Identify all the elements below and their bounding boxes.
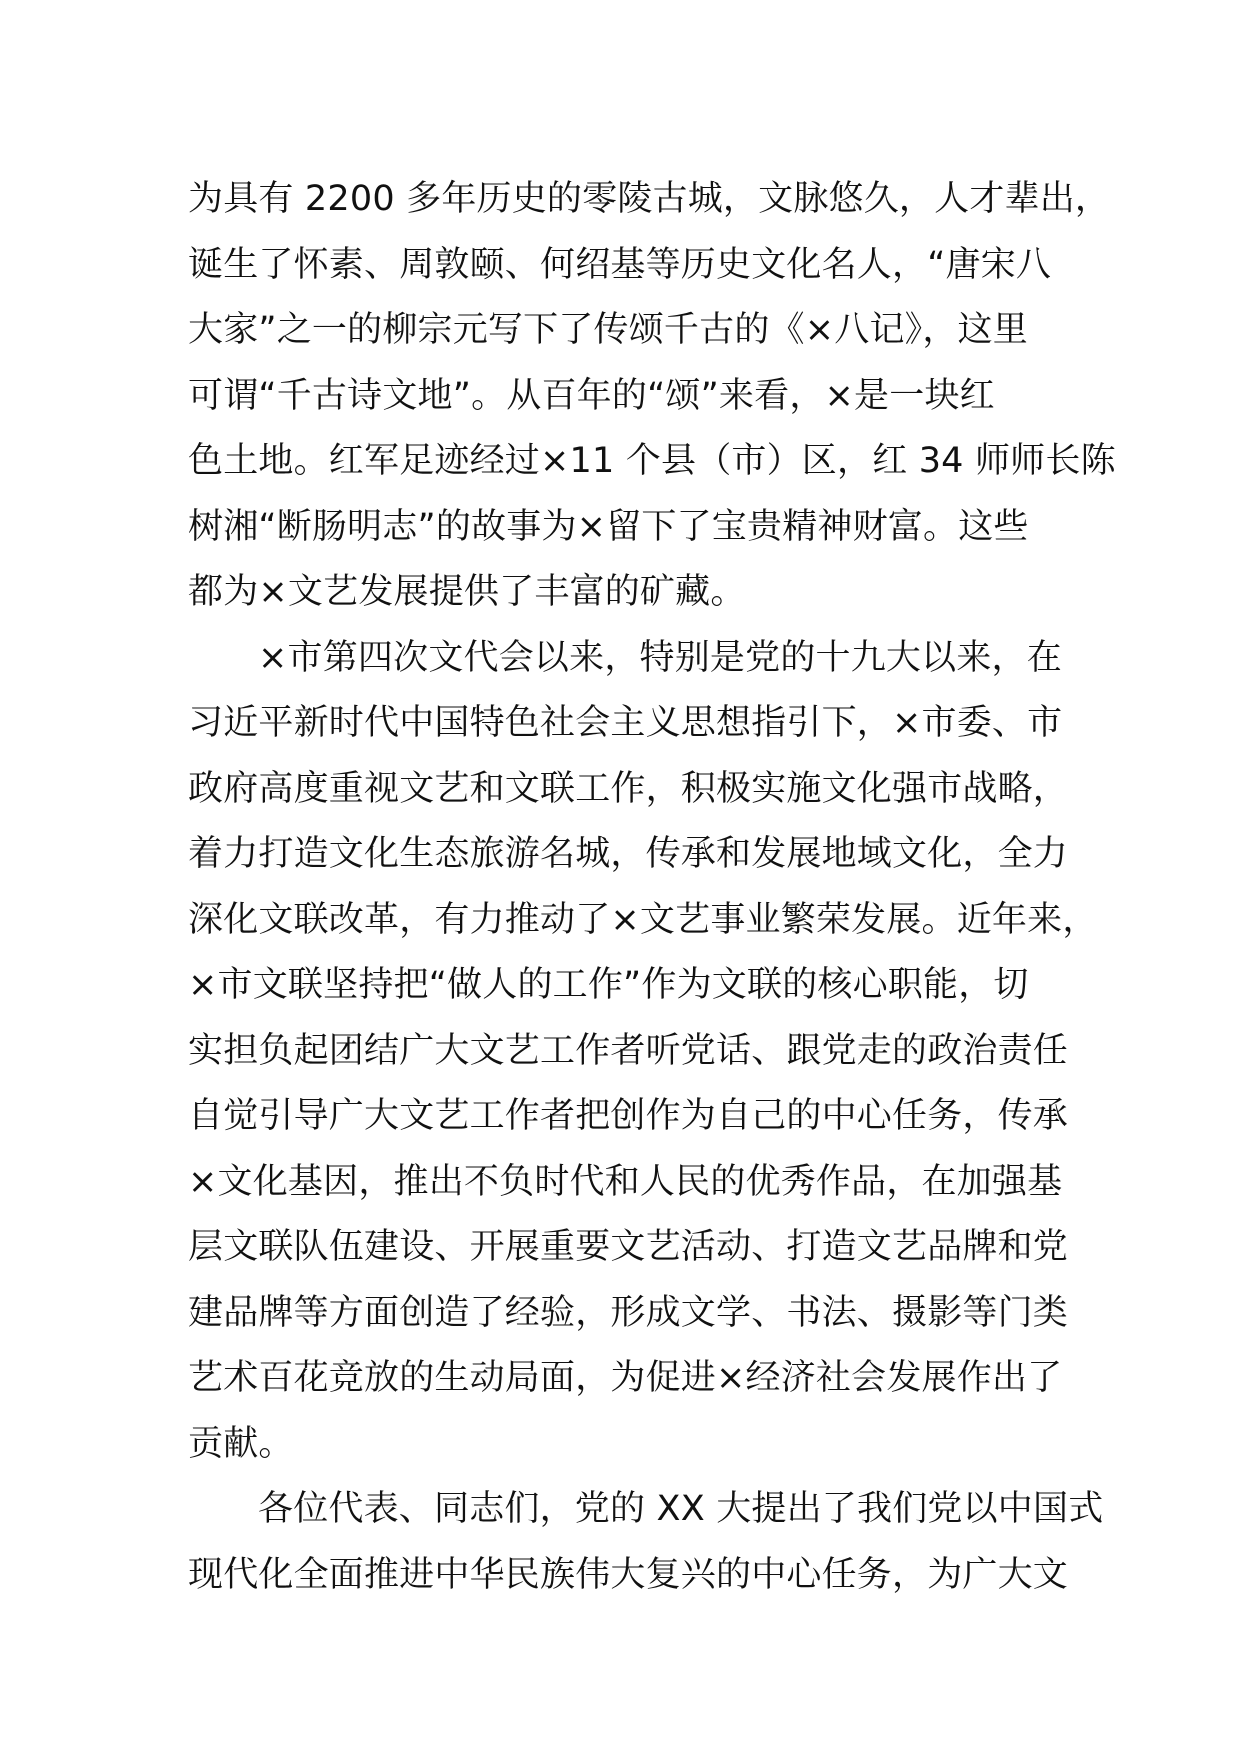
text-line: 大家”之一的柳宗元写下了传颂千古的《×八记》，这里 [188, 310, 1028, 350]
text-line: 习近平新时代中国特色社会主义思想指引下，×市委、市 [188, 703, 1063, 743]
text-line: 自觉引导广大文艺工作者把创作为自己的中心任务，传承 [188, 1096, 1069, 1136]
text-line: 实担负起团结广大文艺工作者听党话、跟党走的政治责任 [188, 1030, 1069, 1071]
text-line: 层文联队伍建设、开展重要文艺活动、打造文艺品牌和党 [188, 1227, 1069, 1267]
text-line: 深化文联改革，有力推动了×文艺事业繁荣发展。近年来， [188, 899, 1098, 940]
body-text [188, 167, 1116, 1608]
text-line: 贡献。 [188, 1423, 294, 1464]
text-line: 诞生了怀素、周敦颐、何绍基等历史文化名人，“唐宋八 [188, 244, 1052, 285]
text-line: 建品牌等方面创造了经验，形成文学、书法、摄影等门类 [188, 1292, 1069, 1333]
paragraph-3 [188, 1477, 1104, 1608]
text-line: 树湘“断肠明志”的故事为×留下了宝贵精神财富。这些 [188, 506, 1029, 547]
paragraph-2 [188, 626, 1098, 1478]
text-line: ×市第四次文代会以来，特别是党的十九大以来，在 [258, 637, 1062, 678]
text-line: ×市文联坚持把“做人的工作”作为文联的核心职能，切 [188, 965, 1029, 1005]
text-line: 都为×文艺发展提供了丰富的矿藏。 [188, 572, 746, 612]
paragraph-1 [188, 167, 1116, 626]
text-line: 现代化全面推进中华民族伟大复兴的中心任务，为广大文 [188, 1554, 1069, 1595]
text-line: 政府高度重视文艺和文联工作，积极实施文化强市战略， [188, 768, 1069, 809]
text-line: 着力打造文化生态旅游名城，传承和发展地域文化，全力 [188, 834, 1069, 874]
text-line: 可谓“千古诗文地”。从百年的“颂”来看，×是一块红 [188, 375, 995, 416]
text-line: ×文化基因，推出不负时代和人民的优秀作品，在加强基 [188, 1161, 1063, 1202]
text-line: 艺术百花竞放的生动局面，为促进×经济社会发展作出了 [188, 1358, 1063, 1398]
text-line: 各位代表、同志们，党的 XX 大提出了我们党以中国式 [258, 1489, 1104, 1529]
text-line: 色土地。红军足迹经过×11 个县（市）区，红 34 师师长陈 [188, 441, 1116, 481]
text-line: 为具有 2200 多年历史的零陵古城，文脉悠久，人才辈出， [188, 179, 1111, 219]
